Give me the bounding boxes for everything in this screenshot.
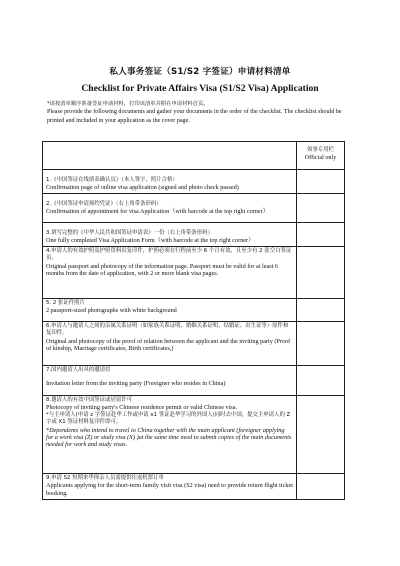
item-chinese: 3.填写完整的《中华人民共和国签证申请表》一份（右上角带条形码） xyxy=(46,230,213,236)
item-chinese: 4.申请人的有效护照及护照资料页复印件，护照必须在行程前至少 6 个月有效，且至少有 2 张空白签证页。 xyxy=(46,248,292,262)
title-english: Checklist for Private Affairs Visa (S1/S2 Visa) Application xyxy=(81,83,319,94)
item-chinese: 9.申请 S2 短期来华探亲人员需提供往返机票订单 xyxy=(46,475,164,481)
item-chinese: 6.申请人与邀请人之间的亲属关系证明（如家族关系证明、婚姻关系证明、结婚证、出生证等）原件和复印件。 xyxy=(46,323,289,337)
checklist-row-2 xyxy=(43,194,345,223)
checklist-row-4 xyxy=(43,247,345,299)
instructions xyxy=(47,101,347,125)
item-english: Original and photocopy of the proof of relation between the applicant and the inviting party (Proof of kinship, Marriage certificates, Birth certificates,) xyxy=(46,337,291,353)
official-cell[interactable] xyxy=(297,474,345,500)
instructions-chinese: *请按清单顺序准备签证申请材料，打印该清单并附在申请材料首页。 xyxy=(47,101,209,107)
official-label-chinese: 领事专用栏 xyxy=(307,147,334,153)
checklist-row-3 xyxy=(43,223,345,247)
item-cell xyxy=(43,396,297,474)
item-cell xyxy=(43,194,297,223)
official-cell[interactable] xyxy=(297,396,345,474)
item-cell xyxy=(43,322,297,366)
item-english: Invitation letter from the inviting party (Foreigner who resides in China) xyxy=(46,380,226,388)
item-note-chinese: *与主申请人(申请 z 字签证赴华工作或申请 x1 签证赴华学习的外国人)同时去中国，提交主申请人的 Z 字或 X1 签证材料复印件即可。 xyxy=(46,411,291,426)
checklist-row-7 xyxy=(43,366,345,396)
item-english: Applicants applying for the short-term family visit visa (S2 visa) need to provide return flight ticket booking. xyxy=(46,482,293,497)
item-note-english: *Dependents who intend to travel to China together with the main applicant (foreigner applying for a work visa (Z) or study visa (X) )at the same time need to submit copies of the main documents needed for work and study visas. xyxy=(46,426,292,449)
item-english: Photocopy of inviting party's Chinese residence permit or valid Chinese visa. xyxy=(46,404,237,412)
item-cell xyxy=(43,299,297,322)
item-english: Confirmation page of online visa application (signed and photo check passed) xyxy=(46,184,239,192)
checklist-row-8 xyxy=(43,396,345,474)
item-cell xyxy=(43,366,297,396)
item-chinese: 1.《中国签证在线填表确认页》（本人签字，照片合格） xyxy=(46,177,178,183)
item-english: Confirmation of appointment for visa Application（with barcode at the top right corner） xyxy=(46,208,269,216)
instructions-english: Please provide the following documents and gather your documents in the order of the checklist. The checklist should be printed and included in your application as the cover page. xyxy=(47,109,342,124)
item-chinese: 2.《中国签证申请预约凭证》（右上角带条形码） xyxy=(46,201,162,207)
official-only-cell xyxy=(297,142,345,170)
table-header-row xyxy=(43,142,345,170)
official-cell[interactable] xyxy=(297,366,345,396)
item-chinese: 5. 2 张证件照片 xyxy=(46,300,85,306)
item-cell xyxy=(43,247,297,299)
official-cell[interactable] xyxy=(297,322,345,366)
official-cell[interactable] xyxy=(297,194,345,223)
item-chinese: 8.邀请人的有效中国签证或居留许可 xyxy=(46,397,133,403)
checklist-row-6 xyxy=(43,322,345,366)
official-cell[interactable] xyxy=(297,247,345,299)
official-cell[interactable] xyxy=(297,170,345,194)
item-english: 2 passport-sized photographs with white background xyxy=(46,307,177,315)
item-english: Original passport and photocopy of the information page. Passport must be valid for at least 6 months from the date of application, with 2 or more blank visa pages. xyxy=(46,262,278,278)
item-english: One fully completed Visa Application Form（with barcode at the top right corner） xyxy=(46,237,255,245)
item-cell xyxy=(43,474,297,500)
item-cell xyxy=(43,223,297,247)
official-cell[interactable] xyxy=(297,223,345,247)
checklist-table xyxy=(42,141,345,500)
official-cell[interactable] xyxy=(297,299,345,322)
checklist-row-5 xyxy=(43,299,345,322)
checklist-row-9 xyxy=(43,474,345,500)
item-chinese: 7.国内邀请人出具的邀请信 xyxy=(46,367,111,373)
item-cell xyxy=(43,170,297,194)
header-blank-cell xyxy=(43,142,297,170)
official-label-english: Official only xyxy=(304,154,337,162)
checklist-row-1 xyxy=(43,170,345,194)
title-chinese: 私人事务签证（S1/S2 字签证）申请材料清单 xyxy=(109,67,291,77)
